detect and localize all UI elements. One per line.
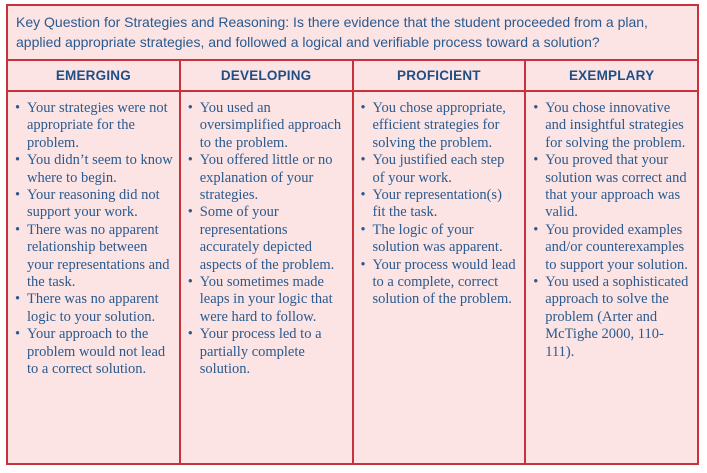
criterion-item: • Your strategies were not appropriate for the problem. xyxy=(14,100,173,152)
column-proficient xyxy=(354,61,527,463)
criterion-item: • You didn’t seem to know where to begin. xyxy=(14,152,173,187)
column-header-proficient: PROFICIENT xyxy=(354,61,525,92)
column-header-developing: DEVELOPING xyxy=(181,61,352,92)
criterion-item: • Your process led to a partially complete solution. xyxy=(187,326,346,378)
criterion-item: • You chose appropriate, efficient strategies for solving the problem. xyxy=(360,100,519,152)
criteria-list-proficient xyxy=(354,92,525,309)
rubric-table xyxy=(6,4,699,465)
criterion-item: • You used a sophisticated approach to solve the problem (Arter and McTighe 2000, 110-111). xyxy=(532,274,691,361)
criterion-item: • You sometimes made leaps in your logic that were hard to follow. xyxy=(187,274,346,326)
criterion-item: • Your approach to the problem would not lead to a correct solution. xyxy=(14,326,173,378)
criterion-item: • You provided examples and/or counterexamples to support your solution. xyxy=(532,222,691,274)
column-header-exemplary: EXEMPLARY xyxy=(526,61,697,92)
criterion-item: • You justified each step of your work. xyxy=(360,152,519,187)
column-exemplary xyxy=(526,61,697,463)
criterion-item: • You offered little or no explanation of your strategies. xyxy=(187,152,346,204)
criteria-list-exemplary xyxy=(526,92,697,361)
criterion-item: • Your process would lead to a complete, correct solution of the problem. xyxy=(360,257,519,309)
criterion-item: • There was no apparent logic to your solution. xyxy=(14,291,173,326)
criterion-item: • Your representation(s) fit the task. xyxy=(360,187,519,222)
key-question: Key Question for Strategies and Reasoning: Is there evidence that the student proceeded from a plan, applied appropriate strategies, and followed a logical and verifiable process toward a solution? xyxy=(8,6,697,61)
column-emerging xyxy=(8,61,181,463)
criterion-item: • The logic of your solution was apparent. xyxy=(360,222,519,257)
criteria-list-developing xyxy=(181,92,352,379)
criterion-item: • Some of your representations accurately depicted aspects of the problem. xyxy=(187,204,346,274)
criterion-item: • Your reasoning did not support your work. xyxy=(14,187,173,222)
column-header-emerging: EMERGING xyxy=(8,61,179,92)
rubric-columns xyxy=(8,61,697,463)
criterion-item: • You proved that your solution was correct and that your approach was valid. xyxy=(532,152,691,222)
criterion-item: • You used an oversimplified approach to the problem. xyxy=(187,100,346,152)
column-developing xyxy=(181,61,354,463)
criterion-item: • There was no apparent relationship between your representations and the task. xyxy=(14,222,173,292)
criterion-item: • You chose innovative and insightful strategies for solving the problem. xyxy=(532,100,691,152)
criteria-list-emerging xyxy=(8,92,179,379)
